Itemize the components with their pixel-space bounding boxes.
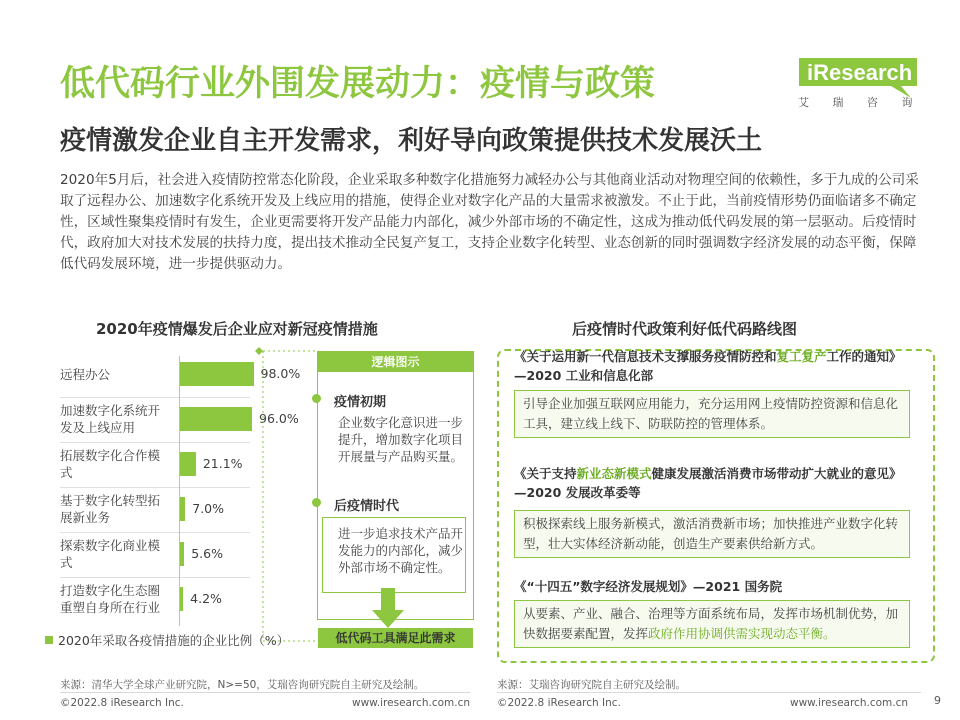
page-title: 低代码行业外围发展动力：疫情与政策 [60,64,656,104]
policy-box-1: 引导企业加强互联网应用能力，充分运用网上疫情防控资源和信息化工具，建立线上线下、防联防控的管理体系。 [514,390,910,438]
bar-category-line: 展新业务 [60,510,111,525]
page-number: 9 [934,694,941,707]
row-separator [60,442,250,443]
right-section-title: 后疫情时代政策利好低代码路线图 [572,320,798,338]
bar-value-label: 21.1% [202,456,243,471]
bar-value-label: 4.2% [190,591,222,606]
bar-category-label [60,402,190,436]
bar-category-label [60,492,190,526]
down-arrow-icon [370,588,406,630]
bar [180,497,185,521]
copyright-right: ©2022.8 iResearch Inc. [497,697,621,709]
policy-title-2: 《关于支持新业态新模式健康发展激活消费市场带动扩大就业的意见》—2020 发展改革委等 [514,466,902,500]
bar-category-label [60,537,190,571]
row-separator [60,532,250,533]
policy-box-2: 积极探索线上服务新模式，激活消费新市场；加快推进产业数字化转型，壮大实体经济新动能，创造生产要素供给新方式。 [514,510,910,558]
policy-title-1: 《关于运用新一代信息技术支撑服务疫情防控和复工复产工作的通知》—2020 工业和信息化部 [514,349,902,383]
bar-value-label: 96.0% [259,411,299,426]
bar-value-label: 5.6% [191,546,223,561]
copyright-left: ©2022.8 iResearch Inc. [60,697,184,709]
bar-category-line: 远程办公 [60,366,111,382]
bar [180,542,184,566]
footer-divider-left [60,692,470,693]
bar-category-line: 式 [60,465,73,480]
legend-swatch [45,636,53,644]
bar-category-line: 加速数字化系统开 [60,403,161,418]
intro-paragraph-text: 2020年5月后，社会进入疫情防控常态化阶段，企业采取多种数字化措施努力减轻办公与其他商业活动对物理空间的依赖性，多于九成的公司采取了远程办公、加速数字化系统开发及上线应用的措施，使得企业对数字化产品的大量需求被激发。不止于此，当前疫情形势仍面临诸多不确定性，区域性聚集疫情时有发生，企业更需要将开发产品能力内部化，减少外部市场的不确定性，这成为推动低代码发展的第一层驱动。后疫情时代，政府加大对技术发展的扶持力度，提出技术推动全民复产复工，支持企业数字化转型、业态创新的同时强调数字经济发展的动态平衡，保障低代码发展环境，进一步提供驱动力。 [60,172,919,272]
bar-category-line: 探索数字化商业模 [60,538,161,553]
bar-category-line: 打造数字化生态圈 [60,583,161,598]
footer-divider-right [497,692,921,693]
bar [180,407,252,431]
bar-category-line: 基于数字化转型拓 [60,493,161,508]
phase1-dot [312,394,321,403]
bar-value-label: 98.0% [260,366,301,381]
phase2-text: 进一步追求技术产品开发能力的内部化，减少外部市场不确定性。 [338,526,464,575]
bar-category-line: 发及上线应用 [60,420,136,435]
bar [180,452,196,476]
bar-category-line: 重塑自身所在行业 [60,600,161,615]
row-separator [60,397,250,398]
bar-category-label [60,582,190,616]
phase1-title: 疫情初期 [334,395,387,410]
source-right: 来源：艾瑞咨询研究院自主研究及绘制。 [497,679,686,691]
phase2-title: 后疫情时代 [334,499,400,514]
phase2-dot [312,498,321,507]
chart-legend: 2020年采取各疫情措施的企业比例（%） [58,633,290,648]
bar [180,362,254,386]
chart-connector [255,345,325,645]
left-section-title: 2020年疫情爆发后企业应对新冠疫情措施 [96,320,378,338]
row-separator [60,577,250,578]
bar-category-line: 拓展数字化合作模 [60,448,161,463]
policy-title-3: 《“十四五”数字经济发展规划》—2021 国务院 [514,579,783,594]
logic-diagram-footer: 低代码工具满足此需求 [318,628,473,648]
bar-category-line: 式 [60,555,73,570]
bar [180,587,183,611]
logo-chinese-text: 艾 瑞 咨 询 [798,96,923,109]
row-separator [60,487,250,488]
phase1-text: 企业数字化意识进一步提升，增加数字化项目开展量与产品购买量。 [338,415,464,464]
policy-box-3: 从要素、产业、融合、治理等方面系统布局，发挥市场机制优势，加快数据要素配置，发挥政府作用协调供需实现动态平衡。 [514,600,910,648]
bar-value-label: 7.0% [192,501,225,516]
logic-diagram-header: 逻辑图示 [318,352,473,372]
source-left: 来源：清华大学全球产业研究院，N>=50，艾瑞咨询研究院自主研究及绘制。 [60,679,425,691]
intro-paragraph [60,170,920,275]
url-left: www.iresearch.com.cn [352,697,471,709]
chart-axis [179,356,180,626]
url-right: www.iresearch.com.cn [790,697,909,709]
bar-category-label [60,366,190,383]
bar-category-label [60,447,190,481]
logo-text: iResearch [807,60,913,85]
page-subtitle: 疫情激发企业自主开发需求，利好导向政策提供技术发展沃土 [60,126,763,156]
